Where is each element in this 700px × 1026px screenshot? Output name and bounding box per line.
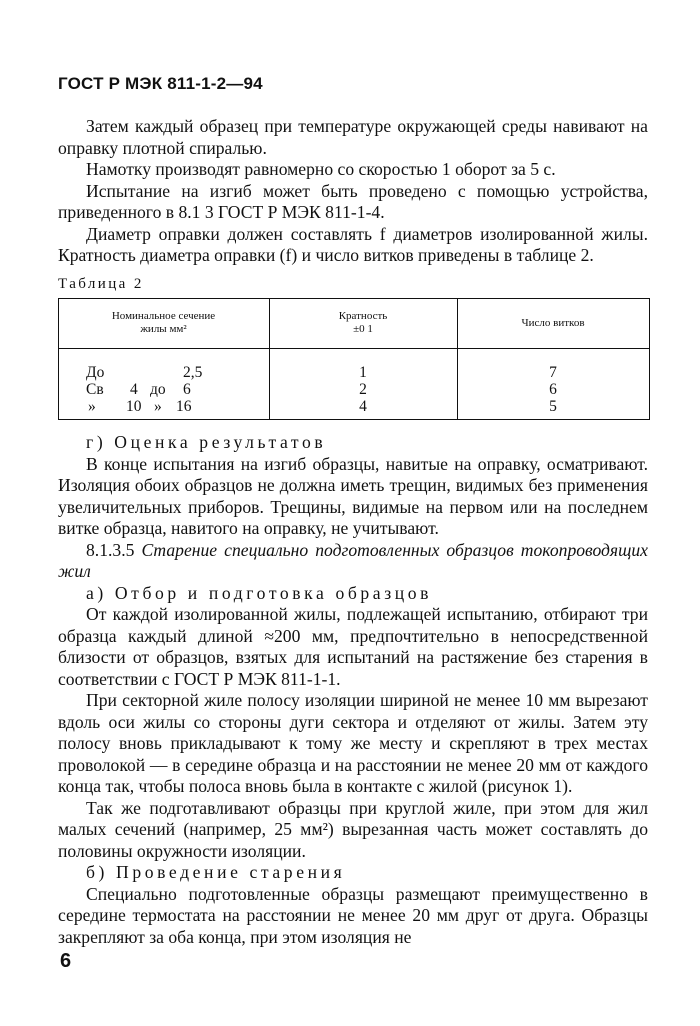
cell-section: 4 xyxy=(130,381,138,398)
section-heading-b: б) Проведение старения xyxy=(86,862,346,882)
paragraph-b: Специально подготовленные образцы размещают преимущественно в середине термостата на расстоянии не менее 20 мм друг от друга. Образцы закрепляют за оба конца, при этом изоляция не xyxy=(58,883,648,947)
cell-ratio: 2 xyxy=(359,381,367,398)
cell-section: Св xyxy=(86,381,104,398)
paragraph-a3: Так же подготавливают образцы при круглой жиле, при этом для жил малых сечений (например, 25 мм²) вырезанная часть может составлять до половины окружности изоляции. xyxy=(58,797,648,861)
intro-paragraph: Испытание на изгиб может быть проведено с помощью устройства, приведенного в 8.1 3 ГОСТ Р МЭК 811-1-4. xyxy=(58,180,648,222)
page-number: 6 xyxy=(60,950,72,972)
cell-section: 10 xyxy=(126,398,142,415)
cell-ratio: 4 xyxy=(359,398,367,415)
intro-paragraph: Намотку производят равномерно со скоростью 1 оборот за 5 с. xyxy=(86,159,556,179)
section-heading-a: а) Отбор и подготовка образцов xyxy=(86,582,433,603)
section-heading-g: г) Оценка результатов xyxy=(86,432,327,452)
table-header-ratio: Кратность ±0 1 xyxy=(338,310,388,335)
cell-turns: 6 xyxy=(549,381,557,398)
clause-8-1-3-5 xyxy=(58,540,648,583)
table-header-turns: Число витков xyxy=(521,317,585,329)
document-header: ГОСТ Р МЭК 811-1-2—94 xyxy=(58,74,263,93)
cell-turns: 7 xyxy=(549,364,557,381)
cell-section: 2,5 xyxy=(183,364,203,381)
cell-section: До xyxy=(86,364,105,381)
table-header-section: Номинальное сечение жилы мм² xyxy=(111,310,216,335)
cell-section: 6 xyxy=(183,381,191,398)
table-2 xyxy=(58,298,650,420)
cell-section: 16 xyxy=(176,398,192,415)
paragraph-a1: От каждой изолированной жилы, подлежащей испытанию, отбирают три образца каждый длиной ≈200 мм, предпочтительно в непосредственной близости от образцов, взятых для испытаний на растяжение без старения в соответствии с ГОСТ Р МЭК 811-1-1. xyxy=(58,604,648,689)
clause-number: 8.1.3.5 xyxy=(86,539,135,560)
table-rule-header xyxy=(58,348,650,349)
cell-turns: 5 xyxy=(549,398,557,415)
main-body xyxy=(58,432,648,948)
paragraph-a2: При секторной жиле полосу изоляции шириной не менее 10 мм вырезают вдоль оси жилы со стороны дуги сектора и отделяют от жилы. Затем эту полосу вновь прикладывают к тому же месту и скрепляют в трех местах проволокой — в середине образца и на расстоянии не менее 20 мм от каждого конца так, чтобы полоса вновь была в контакте с жилой (рисунок 1). xyxy=(58,690,648,796)
table-rule-top xyxy=(58,298,650,299)
intro-paragraph: Диаметр оправки должен составлять f диаметров изолированной жилы. Кратность диаметра оправки (f) и число витков приведены в таблице 2. xyxy=(58,223,648,265)
table-border-right xyxy=(649,298,650,420)
cell-section: » xyxy=(88,398,96,415)
cell-ratio: 1 xyxy=(359,364,367,381)
paragraph-g: В конце испытания на изгиб образцы, навитые на оправку, осматривают. Изоляция обоих образцов не должна иметь трещин, видимых без применения увеличительных приборов. Трещины, видимые на первом или на последнем витке образца, навитого на оправку, не учитывают. xyxy=(58,453,648,538)
clause-title: Старение специально подготовленных образцов токопроводящих жил xyxy=(58,539,648,581)
cell-section: до xyxy=(150,381,166,398)
table-caption: Таблица 2 xyxy=(58,276,144,292)
table-rule-bottom xyxy=(58,419,650,420)
intro-paragraph: Затем каждый образец при температуре окружающей среды навивают на оправку плотной спиралью. xyxy=(58,116,648,158)
cell-section: » xyxy=(154,398,162,415)
intro-block xyxy=(58,116,648,267)
